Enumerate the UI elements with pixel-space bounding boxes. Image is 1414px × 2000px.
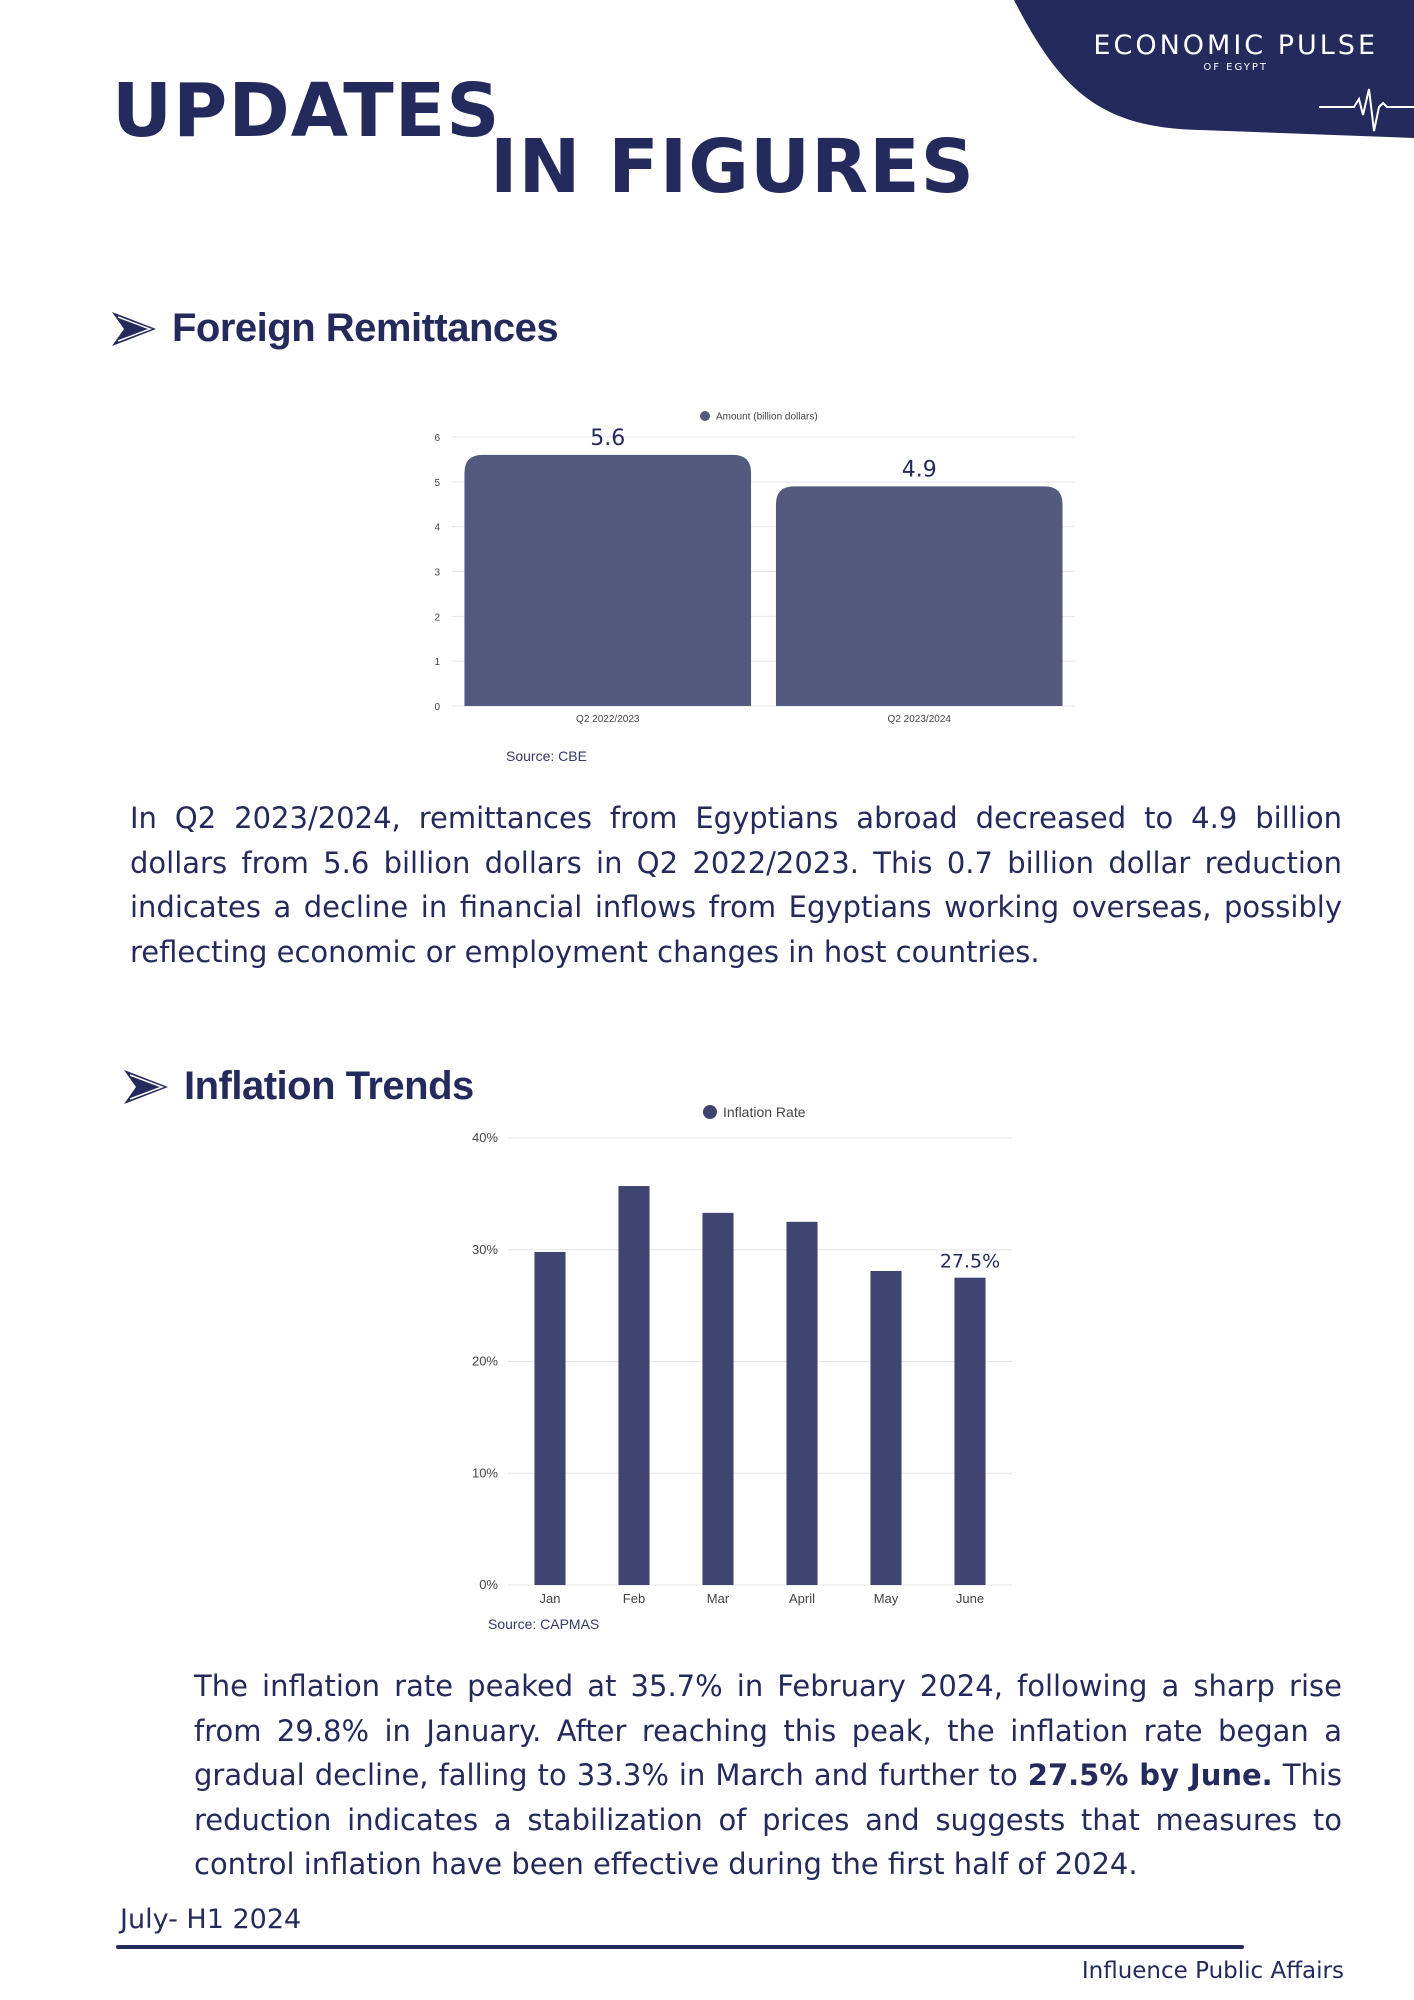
legend-marker bbox=[700, 411, 710, 421]
arrow-bullet-icon bbox=[122, 1068, 170, 1106]
data-label: 27.5% bbox=[939, 1250, 1001, 1273]
inflation-bar-chart bbox=[460, 1095, 1040, 1615]
x-category-label: Jan bbox=[539, 1591, 561, 1606]
x-category-label: Mar bbox=[706, 1591, 730, 1606]
y-tick-label: 0 bbox=[434, 702, 440, 713]
x-category-label: June bbox=[955, 1591, 985, 1606]
paragraph-text: The inflation rate peaked at 35.7% in February 2024, following a sharp rise from 29.8% in January. After reaching this peak, the inflation rate began a gradual decline, falling to 33.3% in March and further to bbox=[194, 1669, 1342, 1792]
data-label: 4.9 bbox=[901, 457, 937, 483]
legend-marker bbox=[703, 1105, 717, 1119]
arrow-bullet-icon bbox=[110, 310, 158, 348]
y-tick-label: 30% bbox=[471, 1241, 498, 1257]
section-heading-remittances bbox=[110, 306, 558, 351]
y-tick-label: 40% bbox=[471, 1130, 498, 1145]
page-title-line1: UPDATES bbox=[112, 68, 501, 154]
brand-title: ECONOMIC PULSE bbox=[1093, 30, 1378, 61]
source-note: Source: CAPMAS bbox=[488, 1616, 600, 1632]
section-heading-inflation bbox=[122, 1064, 474, 1109]
paragraph-highlight: 27.5% by June. bbox=[1027, 1758, 1273, 1792]
y-tick-label: 0% bbox=[479, 1577, 498, 1592]
footer-publisher: Influence Public Affairs bbox=[1081, 1958, 1344, 1984]
bar bbox=[954, 1278, 985, 1585]
y-tick-label: 4 bbox=[434, 522, 440, 534]
y-tick-label: 2 bbox=[434, 612, 440, 624]
paragraph-text: This reduction indicates a stabilization of prices and suggests that measures to control inflation have been effective during the first half of 2024. bbox=[194, 1758, 1343, 1881]
brand-subtitle: OF EGYPT bbox=[1203, 62, 1268, 73]
bar bbox=[702, 1213, 733, 1585]
y-tick-label: 3 bbox=[434, 567, 440, 579]
page-title-line2: IN FIGURES bbox=[490, 124, 975, 210]
section-title: Foreign Remittances bbox=[172, 306, 559, 350]
x-category-label: Q2 2022/2023 bbox=[576, 714, 640, 725]
x-category-label: Q2 2023/2024 bbox=[887, 714, 951, 725]
legend-label: Amount (billion dollars) bbox=[716, 411, 818, 423]
bar bbox=[776, 486, 1063, 706]
y-tick-label: 20% bbox=[471, 1353, 498, 1369]
remittances-paragraph: In Q2 2023/2024, remittances from Egyptians abroad decreased to 4.9 billion dollars from 5.6 billion dollars in Q2 2022/2023. This 0.7 billion dollar reduction indicates a decline in financial inflows from Egyptians working overseas, possibly reflecting economic or employment changes in host countries. bbox=[130, 801, 1342, 969]
bar bbox=[870, 1271, 901, 1585]
remittances-bar-chart bbox=[420, 400, 1100, 730]
footer-divider bbox=[116, 1945, 1244, 1949]
bar bbox=[464, 455, 751, 706]
bar bbox=[618, 1186, 649, 1585]
heartbeat-pulse-icon bbox=[1319, 85, 1414, 135]
x-category-label: May bbox=[873, 1591, 899, 1606]
x-category-label: April bbox=[788, 1591, 816, 1606]
bar bbox=[534, 1252, 565, 1585]
data-label: 5.6 bbox=[590, 425, 626, 451]
legend-label: Inflation Rate bbox=[723, 1103, 806, 1120]
y-tick-label: 1 bbox=[434, 657, 440, 669]
footer-date: July- H1 2024 bbox=[120, 1904, 302, 1935]
brand-logo bbox=[1093, 30, 1378, 74]
bar bbox=[786, 1222, 817, 1585]
section-title: Inflation Trends bbox=[184, 1064, 474, 1108]
source-note: Source: CBE bbox=[506, 748, 587, 764]
x-category-label: Feb bbox=[622, 1591, 646, 1606]
y-tick-label: 5 bbox=[434, 477, 440, 489]
inflation-paragraph bbox=[194, 1664, 1342, 1887]
y-tick-label: 10% bbox=[471, 1465, 498, 1481]
y-tick-label: 6 bbox=[434, 433, 440, 444]
